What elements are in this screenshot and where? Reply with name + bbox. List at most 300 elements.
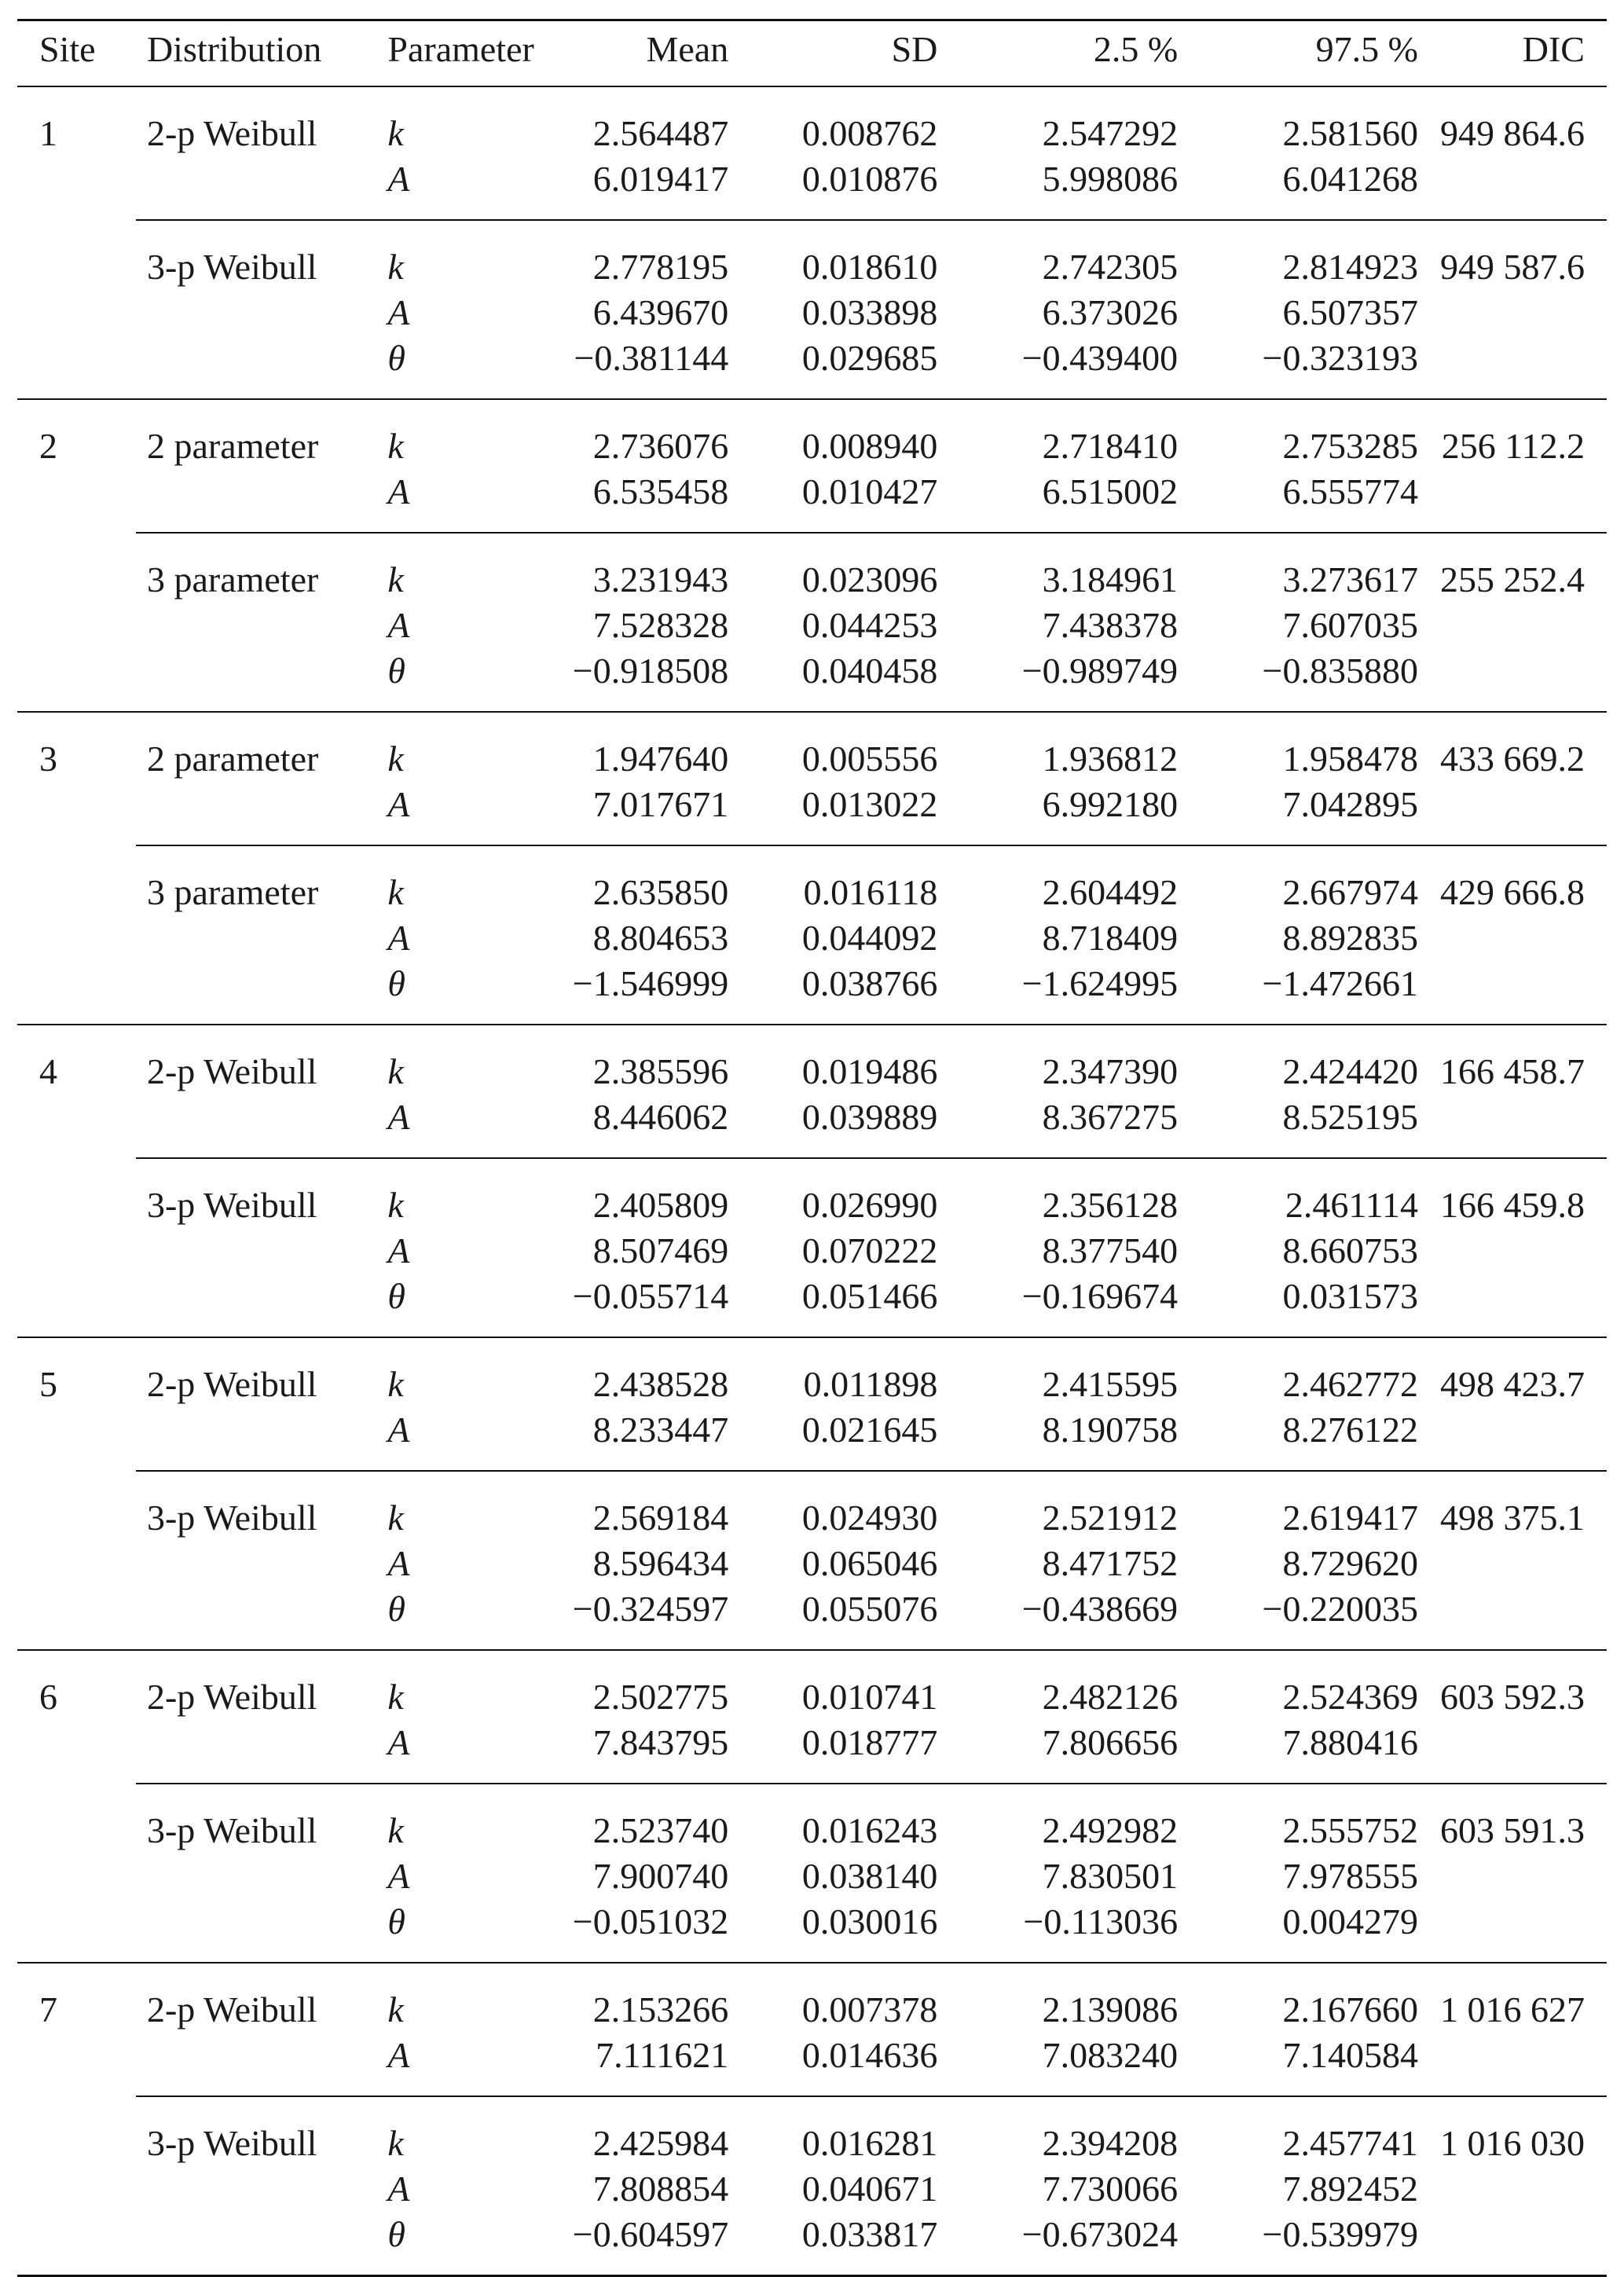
dic-cell: 949 587.6 (1429, 220, 1607, 290)
dic-cell: 603 591.3 (1429, 1784, 1607, 1854)
table-header (17, 20, 1607, 87)
site-cell (17, 648, 136, 712)
distribution-cell (136, 1274, 376, 1337)
sd-cell: 0.010741 (739, 1650, 948, 1720)
distribution-cell: 2-p Weibull (136, 1963, 376, 2033)
upper-cell: 2.619417 (1189, 1471, 1429, 1541)
upper-cell: −0.323193 (1262, 338, 1418, 378)
table-row (17, 603, 1607, 648)
distribution-cell (136, 2033, 376, 2096)
header-lower: 2.5 % (1093, 29, 1179, 69)
lower-cell: 7.730066 (1042, 2169, 1179, 2209)
distribution-cell: 3-p Weibull (136, 1158, 376, 1228)
parameter-cell: k (376, 1963, 544, 2033)
dic-cell (1429, 1407, 1607, 1471)
mean-cell: −0.918508 (572, 651, 729, 691)
lower-cell: 8.718409 (1042, 918, 1179, 958)
mean-cell: −1.546999 (572, 963, 729, 1003)
upper-cell: 8.729620 (1282, 1543, 1418, 1583)
upper-cell: 1.958478 (1189, 712, 1429, 782)
dic-cell: 1 016 627 (1429, 1963, 1607, 2033)
table-row (17, 1471, 1607, 1541)
mean-cell: 2.564487 (592, 113, 729, 153)
lower-cell: 7.830501 (1042, 1856, 1179, 1896)
table-row (17, 156, 1607, 220)
dic-cell: 166 458.7 (1429, 1025, 1607, 1094)
lower-cell: −0.113036 (1023, 1901, 1179, 1942)
lower-cell: 8.377540 (1042, 1230, 1179, 1270)
site-cell (17, 782, 136, 845)
parameter-cell: A (387, 1230, 410, 1270)
upper-cell: 7.140584 (1282, 2035, 1418, 2075)
results-table (17, 19, 1607, 2277)
upper-cell: 6.041268 (1282, 159, 1418, 199)
dic-cell (1429, 1899, 1607, 1963)
distribution-cell: 3-p Weibull (136, 220, 376, 290)
sd-cell: 0.044253 (801, 605, 938, 645)
lower-cell: −0.439400 (1021, 338, 1179, 378)
sd-cell: 0.033898 (801, 292, 938, 332)
mean-cell: 8.804653 (592, 918, 729, 958)
dic-cell (1429, 915, 1607, 961)
table-row (17, 2166, 1607, 2212)
site-cell (17, 1854, 136, 1899)
mean-cell: −0.324597 (572, 1589, 729, 1629)
parameter-cell: A (387, 1856, 410, 1896)
site-cell (17, 1720, 136, 1784)
mean-cell: 8.233447 (592, 1410, 729, 1450)
distribution-cell: 3-p Weibull (136, 2096, 376, 2166)
sd-cell: 0.018610 (739, 220, 948, 290)
dic-cell (1429, 156, 1607, 220)
distribution-cell (136, 915, 376, 961)
upper-cell: 7.607035 (1282, 605, 1418, 645)
upper-cell: 2.581560 (1282, 113, 1418, 153)
table-row (17, 1094, 1607, 1158)
upper-cell: 2.461114 (1189, 1158, 1429, 1228)
parameter-cell: θ (387, 1589, 405, 1629)
lower-cell: 7.806656 (1042, 1722, 1179, 1762)
site-cell: 5 (17, 1337, 136, 1407)
upper-cell: 8.892835 (1282, 918, 1418, 958)
parameter-cell: k (376, 1025, 544, 1094)
table-row (17, 2212, 1607, 2276)
sd-cell: 0.018777 (801, 1722, 938, 1762)
lower-cell: 2.139086 (948, 1963, 1189, 2033)
mean-cell: 2.778195 (545, 220, 739, 290)
table-row (17, 399, 1607, 469)
header-mean: Mean (646, 29, 729, 69)
dic-cell: 603 592.3 (1429, 1650, 1607, 1720)
dic-cell (1429, 336, 1607, 399)
site-cell: 1 (39, 113, 57, 153)
parameter-cell: A (387, 1410, 410, 1450)
table-row (17, 1228, 1607, 1274)
mean-cell: 6.439670 (592, 292, 729, 332)
parameter-cell: θ (387, 338, 405, 378)
sd-cell: 0.029685 (801, 338, 938, 378)
dic-cell (1429, 1228, 1607, 1274)
sd-cell: 0.039889 (801, 1097, 938, 1137)
lower-cell: 7.438378 (1042, 605, 1179, 645)
lower-cell: −0.438669 (1021, 1589, 1179, 1629)
sd-cell: 0.051466 (801, 1276, 938, 1316)
distribution-cell (136, 648, 376, 712)
site-cell: 6 (17, 1650, 136, 1720)
distribution-cell (136, 961, 376, 1025)
parameter-cell: k (376, 1650, 544, 1720)
lower-cell: 8.471752 (1042, 1543, 1179, 1583)
upper-cell: 8.276122 (1282, 1410, 1418, 1450)
lower-cell: 2.718410 (948, 399, 1189, 469)
table-row (17, 1025, 1607, 1094)
site-cell (17, 156, 136, 220)
upper-cell: 2.524369 (1189, 1650, 1429, 1720)
distribution-cell: 3 parameter (136, 533, 376, 603)
lower-cell: 2.521912 (948, 1471, 1189, 1541)
table-row (17, 915, 1607, 961)
upper-cell: −1.472661 (1262, 963, 1418, 1003)
mean-cell: 2.425984 (545, 2096, 739, 2166)
table-row (17, 1899, 1607, 1963)
dic-cell: 498 375.1 (1429, 1471, 1607, 1541)
lower-cell: 1.936812 (948, 712, 1189, 782)
parameter-cell: θ (387, 1276, 405, 1316)
mean-cell: 8.596434 (592, 1543, 729, 1583)
mean-cell: 8.446062 (592, 1097, 729, 1137)
dic-cell (1429, 1586, 1607, 1650)
lower-cell: 3.184961 (948, 533, 1189, 603)
sd-cell: 0.033817 (739, 2212, 948, 2276)
table-row (17, 1854, 1607, 1899)
distribution-cell (136, 290, 376, 336)
sd-cell: 0.021645 (801, 1410, 938, 1450)
dic-cell (1429, 603, 1607, 648)
upper-cell: 8.660753 (1282, 1230, 1418, 1270)
dic-cell (1429, 1094, 1607, 1158)
header-distribution: Distribution (146, 29, 322, 69)
mean-cell: 2.502775 (545, 1650, 739, 1720)
distribution-cell (136, 2212, 376, 2276)
site-cell (17, 220, 136, 290)
table-row (17, 336, 1607, 399)
parameter-cell: k (387, 113, 404, 153)
site-cell (17, 915, 136, 961)
parameter-cell: A (387, 2035, 410, 2075)
lower-cell: 6.515002 (1042, 471, 1179, 512)
sd-cell: 0.065046 (801, 1543, 938, 1583)
lower-cell: −1.624995 (1021, 963, 1179, 1003)
table-row (17, 712, 1607, 782)
mean-cell: 2.635850 (545, 845, 739, 915)
distribution-cell (136, 1228, 376, 1274)
parameter-cell: k (376, 399, 544, 469)
site-cell (17, 2096, 136, 2166)
header-parameter: Parameter (387, 29, 534, 69)
site-cell: 2 (17, 399, 136, 469)
site-cell (17, 1094, 136, 1158)
distribution-cell (136, 1899, 376, 1963)
lower-cell: 2.347390 (948, 1025, 1189, 1094)
lower-cell: 5.998086 (1042, 159, 1179, 199)
mean-cell: −0.051032 (572, 1901, 729, 1942)
table-row (17, 961, 1607, 1025)
lower-cell: 2.492982 (948, 1784, 1189, 1854)
site-cell (17, 1228, 136, 1274)
table-row (17, 648, 1607, 712)
table-row (17, 1541, 1607, 1586)
dic-cell (1429, 1541, 1607, 1586)
dic-cell: 949 864.6 (1440, 113, 1585, 153)
header-dic: DIC (1522, 29, 1585, 69)
upper-cell: 2.667974 (1189, 845, 1429, 915)
mean-cell: 7.808854 (592, 2169, 729, 2209)
sd-cell: 0.055076 (801, 1589, 938, 1629)
sd-cell: 0.038140 (801, 1856, 938, 1896)
upper-cell: 2.814923 (1189, 220, 1429, 290)
table-row (17, 290, 1607, 336)
site-cell (17, 1784, 136, 1854)
upper-cell: 8.525195 (1282, 1097, 1418, 1137)
site-cell (17, 1471, 136, 1541)
mean-cell: 2.736076 (545, 399, 739, 469)
site-cell (17, 603, 136, 648)
lower-cell: 2.394208 (948, 2096, 1189, 2166)
lower-cell: −0.989749 (1021, 651, 1179, 691)
table-row (17, 1337, 1607, 1407)
parameter-cell: k (376, 712, 544, 782)
upper-cell: −0.835880 (1262, 651, 1418, 691)
distribution-cell: 3 parameter (136, 845, 376, 915)
mean-cell: 1.947640 (545, 712, 739, 782)
site-cell (17, 533, 136, 603)
distribution-cell (136, 782, 376, 845)
mean-cell: 7.900740 (592, 1856, 729, 1896)
mean-cell: −0.055714 (572, 1276, 729, 1316)
upper-cell: 2.424420 (1189, 1025, 1429, 1094)
dic-cell (1429, 1854, 1607, 1899)
mean-cell: 2.438528 (545, 1337, 739, 1407)
upper-cell: 7.978555 (1282, 1856, 1418, 1896)
parameter-cell: θ (387, 963, 405, 1003)
table-row (17, 220, 1607, 290)
dic-cell (1429, 648, 1607, 712)
dic-cell (1429, 1720, 1607, 1784)
parameter-cell: A (387, 605, 410, 645)
sd-cell: 0.044092 (801, 918, 938, 958)
mean-cell: 7.528328 (592, 605, 729, 645)
table-row (17, 1407, 1607, 1471)
lower-cell: 2.547292 (1042, 113, 1179, 153)
parameter-cell: A (387, 159, 410, 199)
header-site: Site (39, 29, 96, 69)
upper-cell: 2.457741 (1189, 2096, 1429, 2166)
lower-cell: 6.373026 (1042, 292, 1179, 332)
sd-cell: 0.038766 (801, 963, 938, 1003)
distribution-cell: 2 parameter (136, 399, 376, 469)
site-cell (17, 1274, 136, 1337)
header-upper: 97.5 % (1315, 29, 1418, 69)
upper-cell: −0.220035 (1262, 1589, 1418, 1629)
distribution-cell (136, 1407, 376, 1471)
site-cell (17, 336, 136, 399)
parameter-cell: k (376, 1337, 544, 1407)
sd-cell: 0.016281 (739, 2096, 948, 2166)
sd-cell: 0.026990 (739, 1158, 948, 1228)
lower-cell: −0.169674 (1021, 1276, 1179, 1316)
parameter-cell: θ (376, 2212, 544, 2276)
parameter-cell: A (387, 1543, 410, 1583)
distribution-cell (136, 1586, 376, 1650)
upper-cell: 7.892452 (1282, 2169, 1418, 2209)
distribution-cell (136, 1541, 376, 1586)
lower-cell: 8.367275 (1042, 1097, 1179, 1137)
sd-cell: 0.008940 (739, 399, 948, 469)
parameter-cell: A (387, 784, 410, 824)
site-cell (17, 1541, 136, 1586)
table-row (17, 845, 1607, 915)
upper-cell: −0.539979 (1189, 2212, 1429, 2276)
sd-cell: 0.005556 (739, 712, 948, 782)
sd-cell: 0.014636 (801, 2035, 938, 2075)
lower-cell: 8.190758 (1042, 1410, 1179, 1450)
distribution-cell: 2-p Weibull (136, 1650, 376, 1720)
distribution-cell (136, 336, 376, 399)
header-sd: SD (891, 29, 938, 69)
table-row (17, 1784, 1607, 1854)
parameter-cell: k (376, 220, 544, 290)
upper-cell: 2.462772 (1189, 1337, 1429, 1407)
distribution-cell: 3-p Weibull (136, 1471, 376, 1541)
sd-cell: 0.016243 (739, 1784, 948, 1854)
distribution-cell: 2-p Weibull (136, 1337, 376, 1407)
site-cell: 3 (17, 712, 136, 782)
lower-cell: −0.673024 (948, 2212, 1189, 2276)
mean-cell: 2.385596 (545, 1025, 739, 1094)
site-cell (17, 2033, 136, 2096)
distribution-cell: 2 parameter (136, 712, 376, 782)
parameter-cell: A (387, 1097, 410, 1137)
dic-cell (1429, 2033, 1607, 2096)
lower-cell: 2.742305 (948, 220, 1189, 290)
site-cell (17, 1407, 136, 1471)
dic-cell (1429, 2166, 1607, 2212)
upper-cell: 3.273617 (1189, 533, 1429, 603)
lower-cell: 2.482126 (948, 1650, 1189, 1720)
dic-cell (1429, 1274, 1607, 1337)
dic-cell (1429, 469, 1607, 533)
table-row (17, 1158, 1607, 1228)
sd-cell: 0.013022 (801, 784, 938, 824)
dic-cell (1429, 290, 1607, 336)
sd-cell: 0.030016 (801, 1901, 938, 1942)
sd-cell: 0.040671 (801, 2169, 938, 2209)
lower-cell: 2.604492 (948, 845, 1189, 915)
parameter-cell: A (387, 292, 410, 332)
dic-cell: 429 666.8 (1429, 845, 1607, 915)
parameter-cell: A (387, 2169, 410, 2209)
parameter-cell: k (376, 533, 544, 603)
mean-cell: 2.523740 (545, 1784, 739, 1854)
upper-cell: 6.555774 (1282, 471, 1418, 512)
dic-cell (1429, 782, 1607, 845)
upper-cell: 6.507357 (1282, 292, 1418, 332)
lower-cell: 7.083240 (1042, 2035, 1179, 2075)
site-cell: 7 (17, 1963, 136, 2033)
site-cell (17, 1899, 136, 1963)
site-cell (17, 1586, 136, 1650)
mean-cell: −0.604597 (545, 2212, 739, 2276)
table-row (17, 1586, 1607, 1650)
table-row (17, 782, 1607, 845)
distribution-cell (136, 1094, 376, 1158)
site-cell (17, 2212, 136, 2276)
dic-cell: 1 016 030 (1429, 2096, 1607, 2166)
dic-cell (1429, 2212, 1607, 2276)
lower-cell: 2.415595 (948, 1337, 1189, 1407)
sd-cell: 0.019486 (739, 1025, 948, 1094)
distribution-cell (136, 603, 376, 648)
site-cell (17, 290, 136, 336)
dic-cell: 256 112.2 (1429, 399, 1607, 469)
dic-cell: 255 252.4 (1429, 533, 1607, 603)
distribution-cell: 2-p Weibull (146, 113, 317, 153)
table-body (17, 86, 1607, 2276)
upper-cell: 0.004279 (1282, 1901, 1418, 1942)
distribution-cell (136, 1854, 376, 1899)
table-row (17, 533, 1607, 603)
table-row (17, 86, 1607, 156)
parameter-cell: A (387, 918, 410, 958)
site-cell: 4 (17, 1025, 136, 1094)
mean-cell: −0.381144 (574, 338, 729, 378)
site-cell (17, 845, 136, 915)
lower-cell: 2.356128 (948, 1158, 1189, 1228)
sd-cell: 0.010427 (801, 471, 938, 512)
table-row (17, 1274, 1607, 1337)
site-cell (17, 2166, 136, 2212)
mean-cell: 6.535458 (592, 471, 729, 512)
mean-cell: 7.017671 (592, 784, 729, 824)
distribution-cell: 3-p Weibull (136, 1784, 376, 1854)
sd-cell: 0.010876 (801, 159, 938, 199)
upper-cell: 2.167660 (1189, 1963, 1429, 2033)
sd-cell: 0.023096 (739, 533, 948, 603)
mean-cell: 3.231943 (545, 533, 739, 603)
table-row (17, 1720, 1607, 1784)
mean-cell: 7.843795 (592, 1722, 729, 1762)
dic-cell: 166 459.8 (1429, 1158, 1607, 1228)
upper-cell: 2.555752 (1189, 1784, 1429, 1854)
parameter-cell: k (376, 845, 544, 915)
distribution-cell (136, 156, 376, 220)
table-row (17, 1650, 1607, 1720)
sd-cell: 0.024930 (739, 1471, 948, 1541)
table-row (17, 2096, 1607, 2166)
lower-cell: 6.992180 (1042, 784, 1179, 824)
distribution-cell: 2-p Weibull (136, 1025, 376, 1094)
mean-cell: 6.019417 (592, 159, 729, 199)
mean-cell: 2.153266 (545, 1963, 739, 2033)
sd-cell: 0.008762 (801, 113, 938, 153)
table-row (17, 2033, 1607, 2096)
header-row (17, 20, 1607, 87)
table-row (17, 469, 1607, 533)
upper-cell: 2.753285 (1189, 399, 1429, 469)
distribution-cell (136, 469, 376, 533)
parameter-cell: k (376, 1784, 544, 1854)
table-row (17, 1963, 1607, 2033)
